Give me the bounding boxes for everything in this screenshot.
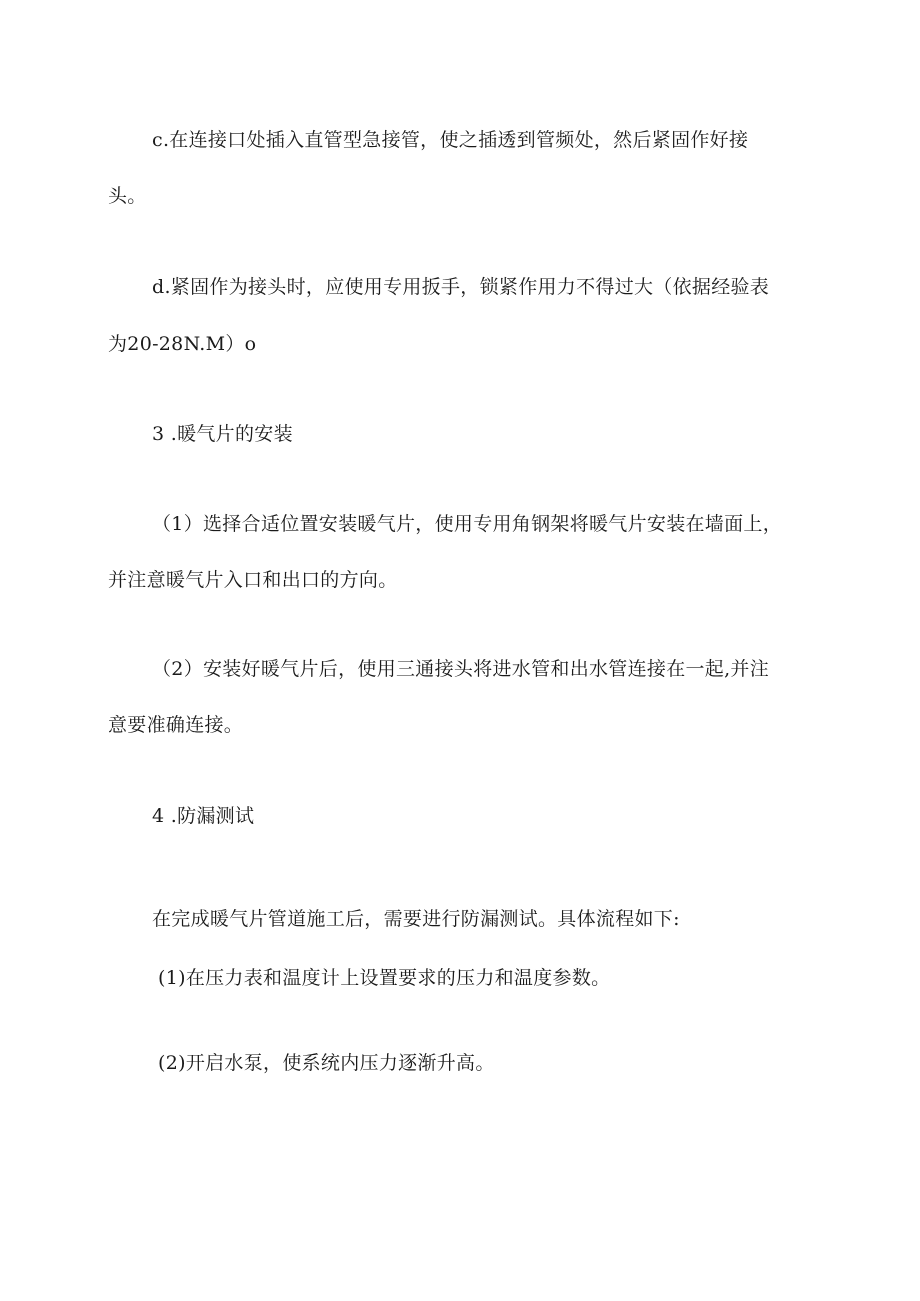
item-c-line-2: 头。 bbox=[108, 185, 147, 207]
item-d-line-1: d.紧固作为接头时，应使用专用扳手，锁紧作用力不得过大（依据经验表 bbox=[152, 276, 770, 298]
step-2-line-1: （2）安装好暖气片后，使用三通接头将进水管和出水管连接在一起,并注 bbox=[152, 658, 770, 680]
step-2-line-2: 意要准确连接。 bbox=[108, 714, 244, 736]
test-step-2: (2)开启水泵，使系统内压力逐渐升高。 bbox=[158, 1052, 495, 1074]
test-step-1: (1)在压力表和温度计上设置要求的压力和温度参数。 bbox=[158, 967, 611, 989]
item-d-line-2: 为20-28N.M）o bbox=[108, 333, 257, 355]
section-heading-4: 4 .防漏测试 bbox=[152, 805, 255, 827]
step-1-line-2: 并注意暖气片入口和出口的方向。 bbox=[108, 569, 398, 591]
section-heading-3: 3 .暖气片的安装 bbox=[152, 423, 293, 445]
intro-paragraph: 在完成暖气片管道施工后，需要进行防漏测试。具体流程如下: bbox=[152, 908, 680, 930]
item-c-line-1: c.在连接口处插入直管型急接管，使之插透到管频处，然后紧固作好接 bbox=[152, 129, 749, 151]
step-1-line-1: （1）选择合适位置安装暖气片，使用专用角钢架将暖气片安装在墙面上， bbox=[152, 513, 782, 535]
